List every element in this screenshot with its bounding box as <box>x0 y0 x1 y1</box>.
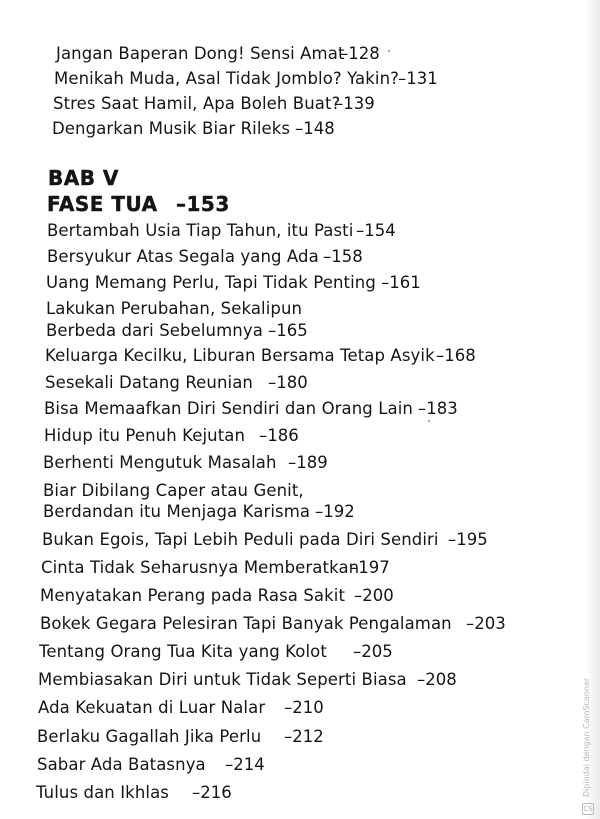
toc-entry-page: –203 <box>466 614 506 633</box>
toc-entry-page: –158 <box>323 247 363 266</box>
toc-entry-title: Ada Kekuatan di Luar Nalar <box>38 698 266 717</box>
toc-entry-title-cont: Berbeda dari Sebelumnya <box>46 321 263 340</box>
toc-entry-page: –216 <box>192 783 232 802</box>
toc-entry-page: –148 <box>295 119 335 138</box>
toc-entry-title: Cinta Tidak Seharusnya Memberatkan <box>41 558 360 577</box>
toc-entry-title: Biar Dibilang Caper atau Genit, <box>43 481 304 500</box>
toc-entry-title: Bertambah Usia Tiap Tahun, itu Pasti <box>47 221 354 240</box>
toc-entry-page: –165 <box>268 321 308 340</box>
toc-entry-title: Keluarga Kecilku, Liburan Bersama Tetap Asyik <box>45 346 435 365</box>
toc-entry-title: Menyatakan Perang pada Rasa Sakit <box>40 586 346 605</box>
toc-entry-page: –180 <box>268 373 308 392</box>
toc-entry-title: Bukan Egois, Tapi Lebih Peduli pada Diri Sendiri <box>42 530 439 549</box>
toc-entry-title: Membiasakan Diri untuk Tidak Seperti Biasa <box>38 670 407 689</box>
toc-entry-title: Jangan Baperan Dong! Sensi Amat <box>56 44 345 63</box>
toc-entry-page: –186 <box>259 426 299 445</box>
toc-entry-page: –205 <box>353 642 393 661</box>
toc-entry-title: Bokek Gegara Pelesiran Tapi Banyak Pengalaman <box>40 614 452 633</box>
toc-entry-page: –189 <box>288 453 328 472</box>
toc-entry-page: –131 <box>398 69 438 88</box>
toc-entry-title: Tulus dan Ikhlas <box>36 783 169 802</box>
toc-entry-title-cont: Berdandan itu Menjaga Karisma <box>43 502 311 521</box>
toc-entry-title: Stres Saat Hamil, Apa Boleh Buat? <box>53 94 341 113</box>
toc-entry-page: –168 <box>436 346 476 365</box>
toc-entry-page: –212 <box>284 727 324 746</box>
chapter-title: FASE TUA <box>47 192 158 216</box>
toc-entry-page: –154 <box>356 221 396 240</box>
scan-speck <box>388 50 390 52</box>
toc-entry-title: Tentang Orang Tua Kita yang Kolot <box>39 642 327 661</box>
toc-entry-title: Sabar Ada Batasnya <box>37 755 206 774</box>
scan-speck <box>428 420 430 422</box>
chapter-page: –153 <box>176 192 230 216</box>
toc-entry-title: Sesekali Datang Reunian <box>45 373 253 392</box>
toc-entry-page: –161 <box>381 273 421 292</box>
toc-entry-page: –195 <box>448 530 488 549</box>
toc-entry-title: Lakukan Perubahan, Sekalipun <box>46 299 303 318</box>
chapter-label: BAB V <box>48 166 119 190</box>
camscanner-icon: CS <box>583 805 593 813</box>
toc-entry-title: Menikah Muda, Asal Tidak Jomblo? Yakin? <box>54 69 400 88</box>
toc-entry-title: Berhenti Mengutuk Masalah <box>43 453 277 472</box>
toc-entry-page: –214 <box>225 755 265 774</box>
toc-entry-title: Hidup itu Penuh Kejutan <box>44 426 246 445</box>
toc-entry-page: –210 <box>284 698 324 717</box>
toc-entry-page: –200 <box>354 586 394 605</box>
toc-entry-title: Berlaku Gagallah Jika Perlu <box>37 727 262 746</box>
toc-entry-page: –197 <box>350 558 390 577</box>
toc-entry-title: Bersyukur Atas Segala yang Ada <box>47 247 319 266</box>
toc-entry-page: –208 <box>417 670 457 689</box>
toc-entry-page: –139 <box>335 94 375 113</box>
toc-entry-page: –192 <box>315 502 355 521</box>
toc-entry-title: Bisa Memaafkan Diri Sendiri dan Orang Lain <box>44 399 413 418</box>
scanner-watermark-text: Dipindai dengan CamScanner <box>582 677 591 797</box>
toc-entry-page: –183 <box>418 399 458 418</box>
toc-entry-title: Dengarkan Musik Biar Rileks <box>52 119 291 138</box>
toc-entry-title: Uang Memang Perlu, Tapi Tidak Penting <box>46 273 376 292</box>
toc-entry-page: –128 <box>340 44 380 63</box>
scanner-watermark <box>580 677 594 815</box>
